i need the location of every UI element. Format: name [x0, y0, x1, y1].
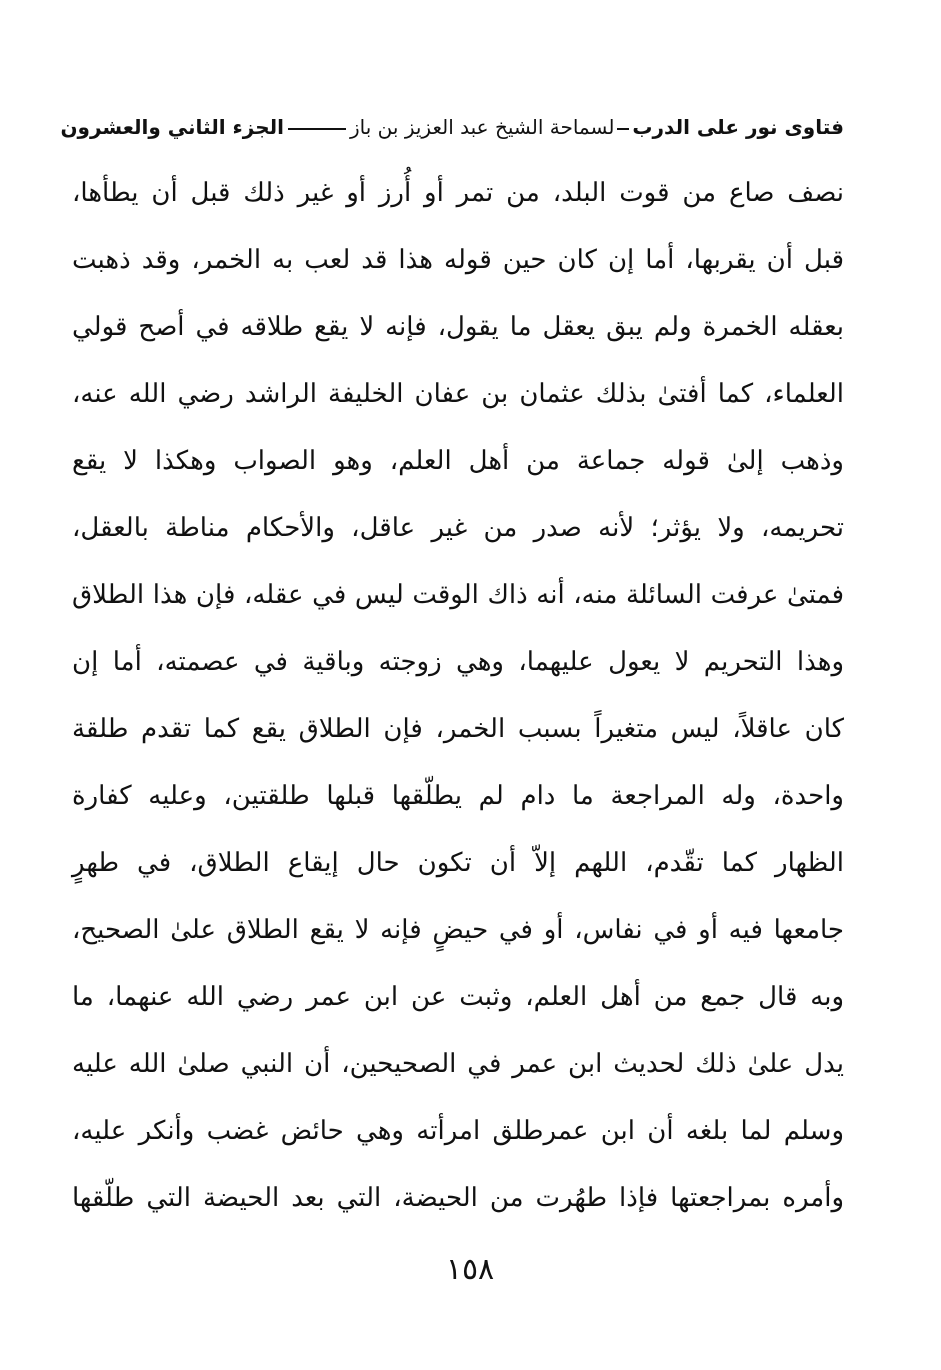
header-series-title: فتاوى نور على الدرب — [632, 115, 844, 139]
text-line: فمتىٰ عرفت السائلة منه، أنه ذاك الوقت ليس في عقله، فإن هذا الطلاق — [72, 580, 844, 610]
header-part: الجزء الثاني والعشرون — [60, 115, 284, 139]
running-header — [60, 107, 844, 147]
text-line: الظهار كما تقّدم، اللهم إلاّ أن تكون حال إيقاع الطلاق، في طهرٍ — [72, 848, 844, 878]
header-dash — [617, 128, 629, 130]
text-line: كان عاقلاً، ليس متغيراً بسبب الخمر، فإن الطلاق يقع كما تقدم طلقة — [72, 714, 844, 744]
text-line: العلماء، كما أفتىٰ بذلك عثمان بن عفان الخليفة الراشد رضي الله عنه، — [72, 379, 844, 409]
text-line: يدل علىٰ ذلك لحديث ابن عمر في الصحيحين، أن النبي صلىٰ الله عليه — [72, 1049, 844, 1079]
header-citation — [350, 107, 844, 147]
text-line: نصف صاع من قوت البلد، من تمر أو أُرز أو غير ذلك قبل أن يطأها، — [72, 178, 844, 208]
text-line: بعقله الخمرة ولم يبق يعقل ما يقول، فإنه لا يقع طلاقه في أصح قولي — [72, 312, 844, 342]
text-line: واحدة، وله المراجعة ما دام لم يطلّقها قبلها طلقتين، وعليه كفارة — [72, 781, 844, 811]
body-text — [72, 160, 844, 1232]
text-line: جامعها فيه أو في نفاس، أو في حيضٍ فإنه لا يقع الطلاق علىٰ الصحيح، — [72, 915, 844, 945]
header-part-group — [60, 107, 350, 147]
page-number: ١٥٨ — [445, 1252, 495, 1287]
text-line: وهذا التحريم لا يعول عليهما، وهي زوجته وباقية في عصمته، أما إن — [72, 647, 844, 677]
text-line: قبل أن يقربها، أما إن كان حين قوله هذا قد لعب به الخمر، وقد ذهبت — [72, 245, 844, 275]
text-line: وبه قال جمع من أهل العلم، وثبت عن ابن عمر رضي الله عنهما، ما — [72, 982, 844, 1012]
text-line: وذهب إلىٰ قوله جماعة من أهل العلم، وهو الصواب وهكذا لا يقع — [72, 446, 844, 476]
text-line: تحريمه، ولا يؤثر؛ لأنه صدر من غير عاقل، والأحكام مناطة بالعقل، — [72, 513, 844, 543]
text-line: وسلم لما بلغه أن ابن عمرطلق امرأته وهي حائض غضب وأنكر عليه، — [72, 1116, 844, 1146]
header-author: لسماحة الشيخ عبد العزيز بن باز — [350, 115, 615, 139]
text-line: وأمره بمراجعتها فإذا طهُرت من الحيضة، التي بعد الحيضة التي طلّقها — [72, 1183, 844, 1213]
header-rule — [288, 128, 346, 130]
